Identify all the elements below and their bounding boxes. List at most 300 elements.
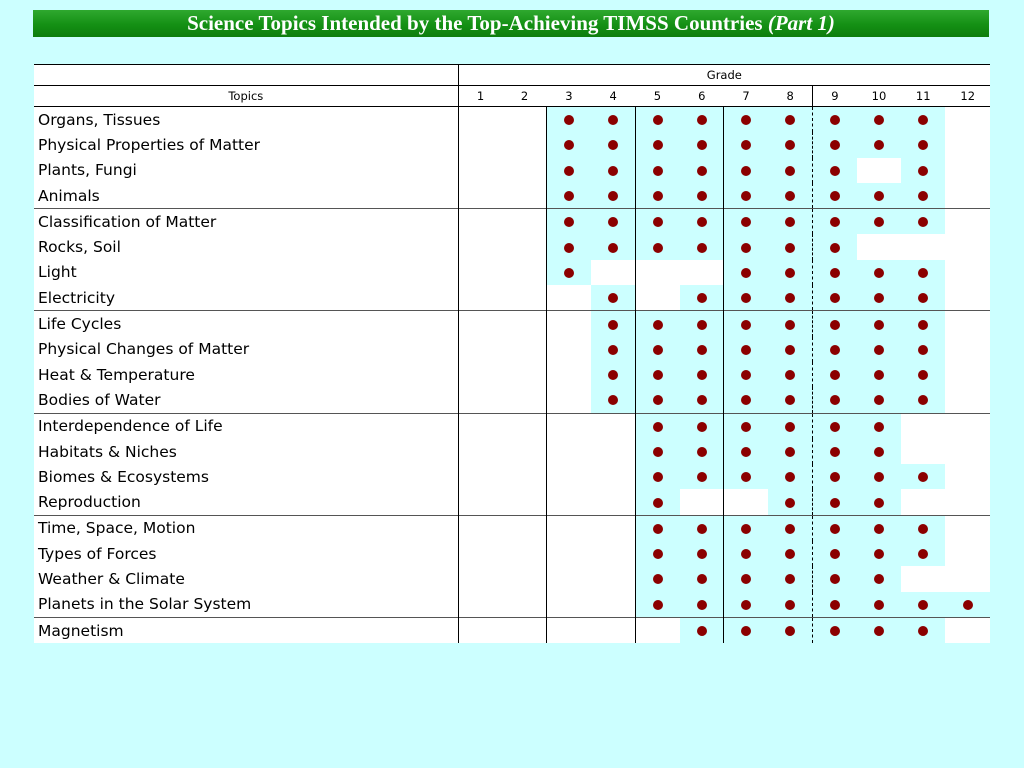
- coverage-dot: [608, 191, 618, 201]
- grade-cell: [547, 183, 591, 209]
- coverage-dot: [874, 574, 884, 584]
- grade-cell: [502, 617, 546, 643]
- grade-cell: [857, 209, 901, 235]
- grade-cell: [680, 311, 724, 337]
- coverage-dot: [874, 395, 884, 405]
- grade-cell: [547, 617, 591, 643]
- grade-cell: [591, 439, 635, 464]
- grade-cell: [901, 337, 945, 362]
- grade-cell: [547, 311, 591, 337]
- grade-cell: [680, 260, 724, 285]
- coverage-dot: [830, 293, 840, 303]
- grade-cell: [591, 489, 635, 515]
- grade-cell: [502, 183, 546, 209]
- coverage-dot: [653, 191, 663, 201]
- grade-cell: [635, 387, 679, 413]
- table-row: [34, 541, 990, 566]
- grade-cell: [768, 439, 812, 464]
- topic-label: Plants, Fungi: [34, 158, 458, 183]
- grade-cell: [502, 158, 546, 183]
- grade-cell: [591, 260, 635, 285]
- grade-cell: [635, 439, 679, 464]
- coverage-dot: [653, 447, 663, 457]
- grade-number-12: 12: [945, 86, 990, 107]
- grade-cell: [547, 566, 591, 591]
- grade-cell: [901, 541, 945, 566]
- table-row: [34, 489, 990, 515]
- grade-cell: [901, 209, 945, 235]
- grade-cell: [591, 132, 635, 157]
- grade-cell: [458, 209, 502, 235]
- coverage-dot: [653, 370, 663, 380]
- table-row: [34, 362, 990, 387]
- grade-cell: [945, 413, 990, 439]
- grade-cell: [813, 387, 857, 413]
- coverage-dot: [963, 600, 973, 610]
- coverage-dot: [874, 191, 884, 201]
- grade-cell: [458, 592, 502, 618]
- grade-cell: [945, 489, 990, 515]
- coverage-dot: [918, 293, 928, 303]
- grade-number-9: 9: [813, 86, 857, 107]
- grade-cell: [591, 387, 635, 413]
- grade-cell: [768, 592, 812, 618]
- grade-cell: [591, 515, 635, 541]
- grade-cell: [724, 158, 768, 183]
- coverage-dot: [830, 395, 840, 405]
- coverage-dot: [830, 447, 840, 457]
- grade-cell: [680, 541, 724, 566]
- coverage-dot: [874, 524, 884, 534]
- coverage-dot: [741, 370, 751, 380]
- grade-cell: [945, 541, 990, 566]
- coverage-dot: [874, 268, 884, 278]
- grade-cell: [502, 337, 546, 362]
- topic-label: Interdependence of Life: [34, 413, 458, 439]
- coverage-dot: [653, 166, 663, 176]
- grade-cell: [857, 132, 901, 157]
- coverage-dot: [741, 293, 751, 303]
- coverage-dot: [785, 320, 795, 330]
- coverage-dot: [830, 345, 840, 355]
- grade-cell: [635, 209, 679, 235]
- grade-cell: [591, 617, 635, 643]
- grade-cell: [680, 209, 724, 235]
- coverage-dot: [785, 268, 795, 278]
- grade-cell: [813, 515, 857, 541]
- grade-cell: [857, 617, 901, 643]
- grade-cell: [724, 592, 768, 618]
- slide-title: [33, 10, 989, 37]
- grade-cell: [813, 311, 857, 337]
- topic-label: Planets in the Solar System: [34, 592, 458, 618]
- grade-cell: [547, 592, 591, 618]
- coverage-dot: [830, 422, 840, 432]
- grade-cell: [635, 285, 679, 311]
- coverage-dot: [830, 191, 840, 201]
- topic-label: Types of Forces: [34, 541, 458, 566]
- grade-cell: [680, 515, 724, 541]
- grade-cell: [945, 387, 990, 413]
- grade-cell: [458, 566, 502, 591]
- grade-cell: [724, 260, 768, 285]
- grade-cell: [768, 183, 812, 209]
- grade-cell: [857, 541, 901, 566]
- coverage-dot: [785, 217, 795, 227]
- topic-label: Magnetism: [34, 617, 458, 643]
- coverage-dot: [830, 166, 840, 176]
- coverage-dot: [564, 166, 574, 176]
- grade-cell: [768, 158, 812, 183]
- grade-cell: [591, 566, 635, 591]
- coverage-dot: [741, 243, 751, 253]
- grade-cell: [547, 285, 591, 311]
- grade-cell: [680, 387, 724, 413]
- grade-number-6: 6: [680, 86, 724, 107]
- grade-cell: [813, 464, 857, 489]
- grade-cell: [635, 107, 679, 133]
- grade-cell: [901, 515, 945, 541]
- grade-cell: [458, 541, 502, 566]
- coverage-dot: [697, 422, 707, 432]
- coverage-dot: [697, 293, 707, 303]
- grade-cell: [680, 337, 724, 362]
- grade-cell: [768, 132, 812, 157]
- grade-cell: [945, 183, 990, 209]
- grade-cell: [813, 566, 857, 591]
- grade-cell: [945, 209, 990, 235]
- coverage-dot: [697, 320, 707, 330]
- coverage-dot: [697, 243, 707, 253]
- grade-cell: [591, 337, 635, 362]
- coverage-dot: [741, 447, 751, 457]
- grade-cell: [680, 285, 724, 311]
- coverage-dot: [830, 600, 840, 610]
- grade-cell: [901, 566, 945, 591]
- grade-cell: [591, 183, 635, 209]
- grade-cell: [635, 260, 679, 285]
- coverage-dot: [741, 268, 751, 278]
- grade-cell: [813, 541, 857, 566]
- coverage-dot: [608, 293, 618, 303]
- coverage-dot: [697, 166, 707, 176]
- coverage-dot: [874, 370, 884, 380]
- grade-cell: [591, 285, 635, 311]
- coverage-dot: [741, 524, 751, 534]
- grade-cell: [857, 311, 901, 337]
- grade-cell: [547, 107, 591, 133]
- grade-cell: [901, 592, 945, 618]
- grade-cell: [502, 362, 546, 387]
- grade-cell: [547, 209, 591, 235]
- grade-cell: [724, 311, 768, 337]
- grade-cell: [635, 566, 679, 591]
- table-row: [34, 158, 990, 183]
- grade-cell: [901, 158, 945, 183]
- grade-cell: [547, 541, 591, 566]
- grade-cell: [945, 592, 990, 618]
- topic-label: Habitats & Niches: [34, 439, 458, 464]
- coverage-dot: [697, 217, 707, 227]
- grade-cell: [502, 439, 546, 464]
- grade-cell: [813, 260, 857, 285]
- coverage-dot: [874, 472, 884, 482]
- grade-cell: [458, 439, 502, 464]
- grade-cell: [945, 464, 990, 489]
- coverage-dot: [741, 217, 751, 227]
- grade-cell: [813, 209, 857, 235]
- grade-cell: [458, 515, 502, 541]
- coverage-dot: [564, 140, 574, 150]
- coverage-dot: [785, 293, 795, 303]
- coverage-dot: [697, 472, 707, 482]
- grade-number-10: 10: [857, 86, 901, 107]
- grade-number-4: 4: [591, 86, 635, 107]
- coverage-dot: [874, 498, 884, 508]
- grade-cell: [502, 234, 546, 259]
- grade-cell: [591, 592, 635, 618]
- topic-label: Biomes & Ecosystems: [34, 464, 458, 489]
- table-row: [34, 234, 990, 259]
- coverage-dot: [697, 370, 707, 380]
- coverage-dot: [564, 243, 574, 253]
- table-row: [34, 387, 990, 413]
- grade-cell: [547, 234, 591, 259]
- grade-cell: [547, 439, 591, 464]
- grade-cell: [635, 541, 679, 566]
- grade-cell: [724, 515, 768, 541]
- grade-cell: [680, 464, 724, 489]
- coverage-dot: [697, 549, 707, 559]
- grade-number-1: 1: [458, 86, 502, 107]
- grade-cell: [813, 337, 857, 362]
- grade-cell: [901, 311, 945, 337]
- grade-cell: [813, 592, 857, 618]
- grade-header: Grade: [458, 65, 990, 86]
- coverage-dot: [697, 574, 707, 584]
- coverage-dot: [608, 166, 618, 176]
- grade-cell: [680, 107, 724, 133]
- grade-cell: [945, 515, 990, 541]
- coverage-dot: [785, 524, 795, 534]
- grade-cell: [724, 337, 768, 362]
- grade-cell: [768, 260, 812, 285]
- table-row: [34, 413, 990, 439]
- grade-cell: [680, 617, 724, 643]
- topic-label: Electricity: [34, 285, 458, 311]
- grade-cell: [901, 183, 945, 209]
- coverage-dot: [697, 140, 707, 150]
- grade-cell: [945, 260, 990, 285]
- coverage-dot: [564, 115, 574, 125]
- grade-number-5: 5: [635, 86, 679, 107]
- coverage-dot: [741, 395, 751, 405]
- table-row: [34, 107, 990, 133]
- coverage-dot: [741, 115, 751, 125]
- coverage-dot: [653, 472, 663, 482]
- coverage-dot: [741, 626, 751, 636]
- grade-cell: [857, 464, 901, 489]
- grade-cell: [724, 183, 768, 209]
- grade-cell: [635, 311, 679, 337]
- coverage-dot: [785, 115, 795, 125]
- table-row: [34, 515, 990, 541]
- grade-cell: [857, 592, 901, 618]
- grade-cell: [547, 158, 591, 183]
- grade-cell: [724, 234, 768, 259]
- coverage-dot: [741, 549, 751, 559]
- grade-cell: [458, 132, 502, 157]
- grade-cell: [857, 107, 901, 133]
- coverage-dot: [785, 370, 795, 380]
- topic-label: Weather & Climate: [34, 566, 458, 591]
- coverage-dot: [653, 600, 663, 610]
- grade-cell: [547, 132, 591, 157]
- grade-header-row: [34, 65, 990, 86]
- coverage-dot: [830, 549, 840, 559]
- coverage-dot: [785, 191, 795, 201]
- coverage-dot: [653, 524, 663, 534]
- grade-cell: [857, 285, 901, 311]
- grade-cell: [724, 413, 768, 439]
- topics-header: Topics: [34, 86, 458, 107]
- coverage-dot: [874, 549, 884, 559]
- grade-cell: [502, 464, 546, 489]
- grade-cell: [680, 566, 724, 591]
- grade-cell: [813, 107, 857, 133]
- table-row: [34, 439, 990, 464]
- table-row: [34, 132, 990, 157]
- grade-cell: [458, 234, 502, 259]
- coverage-dot: [741, 574, 751, 584]
- coverage-dot: [918, 395, 928, 405]
- coverage-dot: [830, 370, 840, 380]
- coverage-dot: [785, 447, 795, 457]
- grade-cell: [945, 337, 990, 362]
- grade-cell: [901, 413, 945, 439]
- grade-cell: [458, 107, 502, 133]
- grade-cell: [591, 413, 635, 439]
- coverage-dot: [564, 268, 574, 278]
- grade-cell: [635, 464, 679, 489]
- grade-cell: [547, 489, 591, 515]
- coverage-dot: [697, 447, 707, 457]
- coverage-dot: [653, 217, 663, 227]
- grade-cell: [768, 387, 812, 413]
- grade-cell: [502, 515, 546, 541]
- grade-cell: [768, 617, 812, 643]
- coverage-dot: [741, 472, 751, 482]
- coverage-dot: [564, 217, 574, 227]
- grade-cell: [458, 617, 502, 643]
- coverage-dot: [830, 626, 840, 636]
- grade-cell: [502, 489, 546, 515]
- table-row: [34, 183, 990, 209]
- coverage-dot: [918, 472, 928, 482]
- topics-grade-table: [34, 64, 990, 643]
- grade-cell: [813, 285, 857, 311]
- grade-cell: [591, 541, 635, 566]
- grade-cell: [458, 362, 502, 387]
- grade-cell: [458, 489, 502, 515]
- topic-label: Rocks, Soil: [34, 234, 458, 259]
- grade-cell: [901, 260, 945, 285]
- grade-cell: [901, 489, 945, 515]
- grade-cell: [901, 234, 945, 259]
- grade-cell: [680, 439, 724, 464]
- grade-number-11: 11: [901, 86, 945, 107]
- grade-cell: [547, 387, 591, 413]
- table-row: [34, 260, 990, 285]
- coverage-dot: [608, 115, 618, 125]
- grade-cell: [680, 489, 724, 515]
- grade-cell: [724, 617, 768, 643]
- grade-cell: [724, 132, 768, 157]
- coverage-dot: [830, 115, 840, 125]
- grade-cell: [857, 234, 901, 259]
- grade-cell: [945, 439, 990, 464]
- grade-cell: [547, 362, 591, 387]
- grade-cell: [591, 158, 635, 183]
- coverage-dot: [741, 191, 751, 201]
- topic-label: Organs, Tissues: [34, 107, 458, 133]
- grade-cell: [857, 489, 901, 515]
- grade-cell: [813, 413, 857, 439]
- grade-cell: [724, 209, 768, 235]
- coverage-dot: [608, 345, 618, 355]
- coverage-dot: [918, 268, 928, 278]
- coverage-dot: [653, 395, 663, 405]
- grade-numbers-row: [34, 86, 990, 107]
- grade-cell: [635, 617, 679, 643]
- grade-cell: [945, 311, 990, 337]
- grade-cell: [768, 337, 812, 362]
- coverage-dot: [918, 600, 928, 610]
- grade-cell: [458, 337, 502, 362]
- grade-cell: [458, 158, 502, 183]
- grade-cell: [591, 234, 635, 259]
- grade-cell: [857, 183, 901, 209]
- grade-cell: [857, 260, 901, 285]
- coverage-dot: [653, 140, 663, 150]
- grade-cell: [502, 566, 546, 591]
- grade-cell: [768, 362, 812, 387]
- coverage-dot: [918, 115, 928, 125]
- coverage-dot: [608, 243, 618, 253]
- grade-cell: [591, 362, 635, 387]
- grade-cell: [502, 413, 546, 439]
- coverage-dot: [874, 217, 884, 227]
- grade-cell: [680, 362, 724, 387]
- grade-cell: [635, 234, 679, 259]
- coverage-dot: [741, 600, 751, 610]
- coverage-dot: [741, 320, 751, 330]
- grade-cell: [635, 158, 679, 183]
- coverage-dot: [918, 345, 928, 355]
- grade-cell: [680, 234, 724, 259]
- coverage-dot: [697, 115, 707, 125]
- coverage-dot: [918, 524, 928, 534]
- coverage-dot: [918, 626, 928, 636]
- coverage-dot: [785, 166, 795, 176]
- coverage-dot: [741, 140, 751, 150]
- coverage-dot: [874, 140, 884, 150]
- grade-cell: [857, 362, 901, 387]
- coverage-dot: [830, 472, 840, 482]
- grade-cell: [547, 337, 591, 362]
- grade-cell: [901, 285, 945, 311]
- coverage-dot: [608, 395, 618, 405]
